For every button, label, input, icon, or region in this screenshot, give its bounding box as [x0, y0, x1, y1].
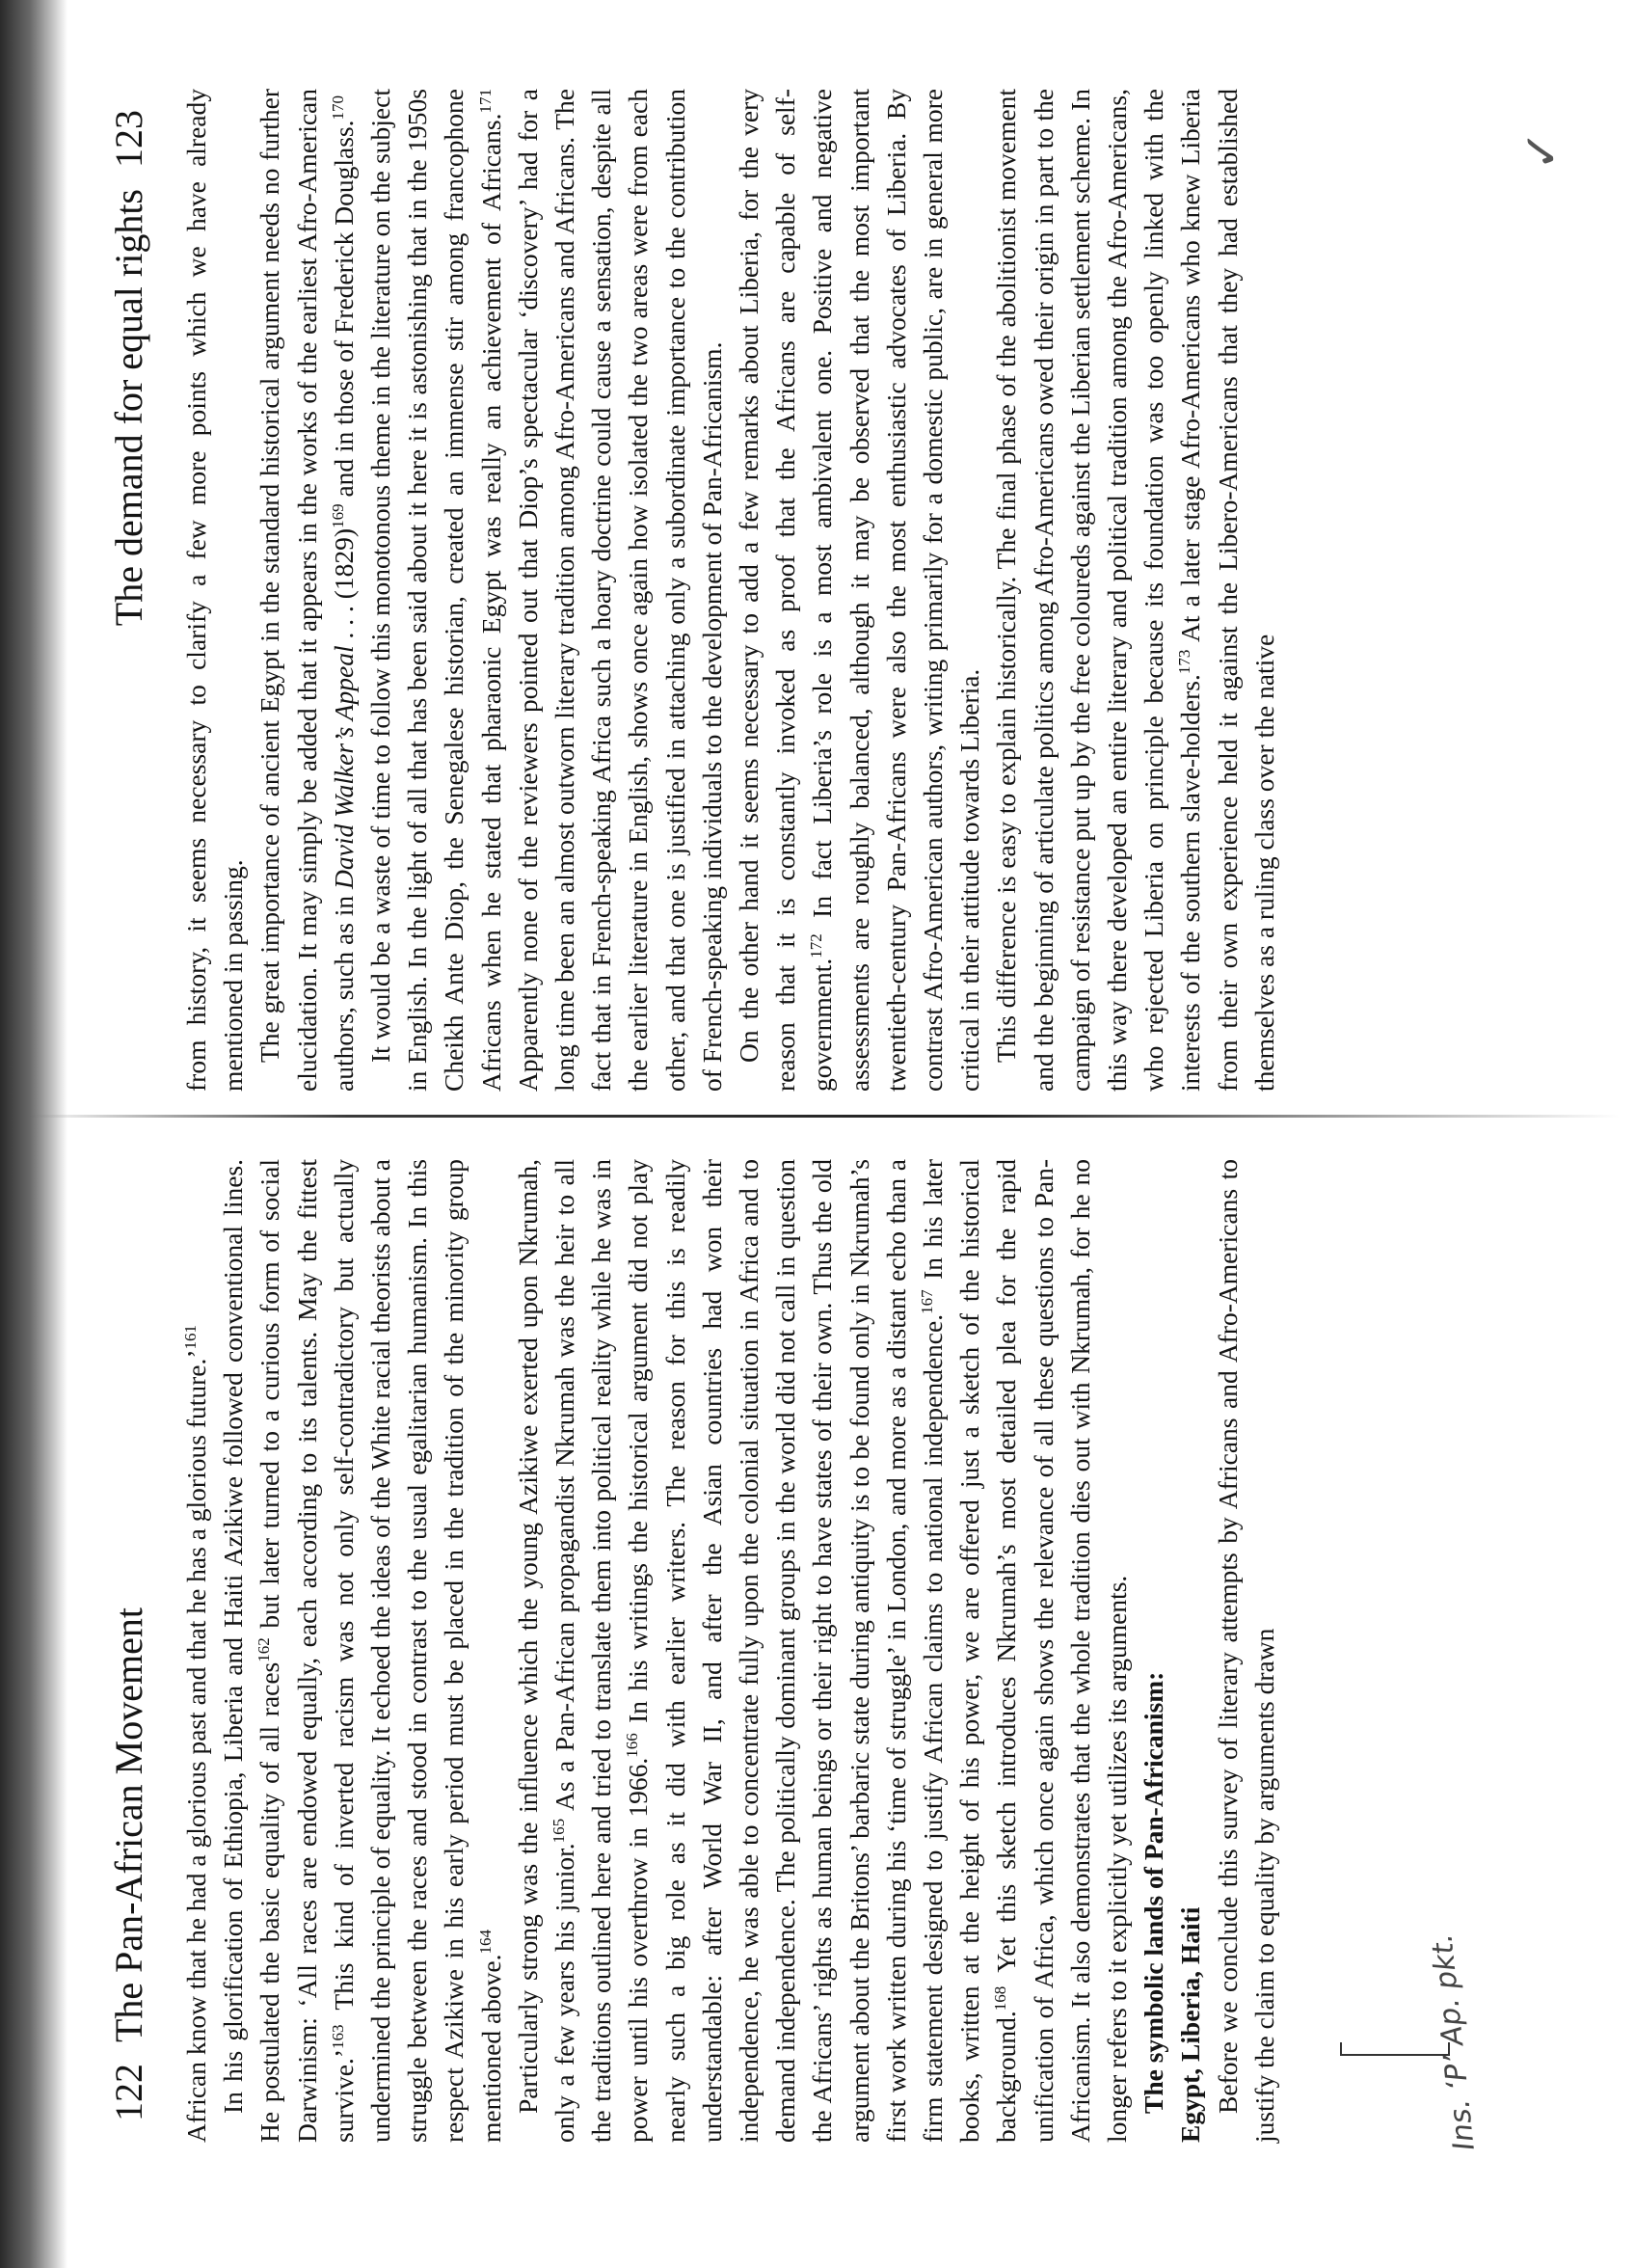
- left-body-text: [178, 1159, 1283, 2143]
- paragraph: In his glorification of Ethiopia, Liberia and Haiti Azikiwe followed conventional lines. He postulated the basic equality of all races$^{162}$ but later turned to a curious form of social Darwinism: ‘All races are endowed equally, each according to its talents. May the fittest survive.’$^{163}$ This kind of inverted racism was not only self-contradictory but actually undermined the principle of equality. It echoed the ideas of the White racial theorists about a struggle between the races and stood in contrast to the usual egalitarian humanism. In this respect Azikiwe in his early period must be placed in the tradition of the minority group mentioned above.$^{164}$: [218, 1159, 506, 2143]
- gutter-shadow: [29, 1115, 1620, 1118]
- paragraph: African know that he had a glorious past and that he has a glorious future.’$^{161}$: [180, 1325, 211, 2143]
- right-page-number: 123: [107, 110, 150, 168]
- left-running-title: The Pan-African Movement: [107, 1607, 150, 2042]
- handwritten-margin-note: Ins. ‘P’ Ap. pkt.: [1425, 1931, 1482, 2152]
- right-running-title: The demand for equal rights: [107, 189, 150, 627]
- paragraph: from history, it seems necessary to clarify a few more points which we have already mentioned in passing.: [181, 89, 249, 1092]
- paragraph: The great importance of ancient Egypt in the standard historical argument needs no further elucidation. It may simply be added that it appears in the works of the earliest Afro-American authors, such as in David Walker’s Appeal . . . $(1829)^{169}$ and in those of Frederick Douglass.$^{170}$: [255, 89, 359, 1092]
- left-page-number: 122: [107, 2064, 150, 2121]
- paragraph: Particularly strong was the influence which the young Azikiwe exerted upon Nkrumah, only a few years his junior.$^{165}$ As a Pan-African propagandist Nkrumah was the heir to all the traditions outlined here and tried to translate them into political reality while he was in power until his overthrow in 1966.$^{166}$ In his writings the historical argument did not play nearly such a big role as it did with earlier writers. The reason for this is readily understandable: after World War II, and after the Asian countries had won their independence, he was able to concentrate fully upon the colonial situation in Africa and to demand independence. The politically dominant groups in the world did not call in question the Africans’ rights as human beings or their right to have states of their own. Thus the old argument about the Britons’ barbaric state during antiquity is to be found only in Nkrumah’s first work written during his ‘time of struggle’ in London, and more as a distant echo than a firm statement designed to justify African claims to national independence.$^{167}$ In his later books, written at the height of his power, we are offered just a sketch of the historical background.$^{168}$ Yet this sketch introduces Nkrumah’s most detailed plea for the rapid unification of Africa, which once again shows the relevance of all these questions to Pan-Africanism. It also demonstrates that the whole tradition dies out with Nkrumah, for he no longer refers to it explicitly yet utilizes its arguments.: [512, 1159, 1133, 2143]
- left-running-head: [106, 1607, 151, 2143]
- right-page: [0, 69, 1635, 1111]
- paragraph: Before we conclude this survey of literary attempts by Africans and Afro-Americans to justify the claim to equality by arguments drawn: [1212, 1159, 1279, 2143]
- right-running-head: [106, 89, 151, 626]
- paragraph: This difference is easy to explain historically. The final phase of the abolitionist movement and the beginning of articulate politics among Afro-Americans owed their origin in part to the campaign of resistance put up by the free coloureds against the Liberian settlement scheme. In this way there developed an entire literary and political tradition among the Afro-Americans, who rejected Liberia on principle because its foundation was too openly linked with the interests of the southern slave-holders.$^{173}$ At a later stage Afro-Americans who knew Liberia from their own experience held it against the Libero-Americans that they had established themselves as a ruling class over the native: [991, 89, 1279, 1092]
- left-page: [0, 1120, 1635, 2200]
- paragraph: On the other hand it seems necessary to add a few remarks about Liberia, for the very reason that it is constantly invoked as proof that the Africans are capable of self-government.$^{172}$ In fact Liberia’s role is a most ambivalent one. Positive and negative assessments are roughly balanced, although it may be observed that the most important twentieth-century Pan-Africans were also the most enthusiastic advocates of Liberia. By contrast Afro-American authors, writing primarily for a domestic public, are in general more critical in their attitude towards Liberia.: [734, 89, 985, 1092]
- margin-bracket: [1340, 2042, 1450, 2056]
- paragraph: It would be a waste of time to follow this monotonous theme in the literature on the subject in English. In the light of all that has been said about it here it is astonishing that in the 1950s Cheikh Ante Diop, the Senegalese historian, created an immense stir among francophone Africans when he stated that pharaonic Egypt was really an achievement of Africans.$^{171}$ Apparently none of the reviewers pointed out that Diop’s spectacular ‘discovery’ had for a long time been an almost outworn literary tradition among Afro-Americans and Africans. The fact that in French-speaking Africa such a hoary doctrine could cause a sensation, despite all the earlier literature in English, shows once again how isolated the two areas were from each other, and that one is justified in attaching only a subordinate importance to the contribution of French-speaking individuals to the development of Pan-Africanism.: [365, 89, 727, 1092]
- right-body-text: [178, 89, 1283, 1092]
- check-mark-icon: ✓: [1514, 130, 1569, 171]
- section-heading: The symbolic lands of Pan-Africanism: Egypt, Liberia, Haiti: [1139, 1671, 1206, 2143]
